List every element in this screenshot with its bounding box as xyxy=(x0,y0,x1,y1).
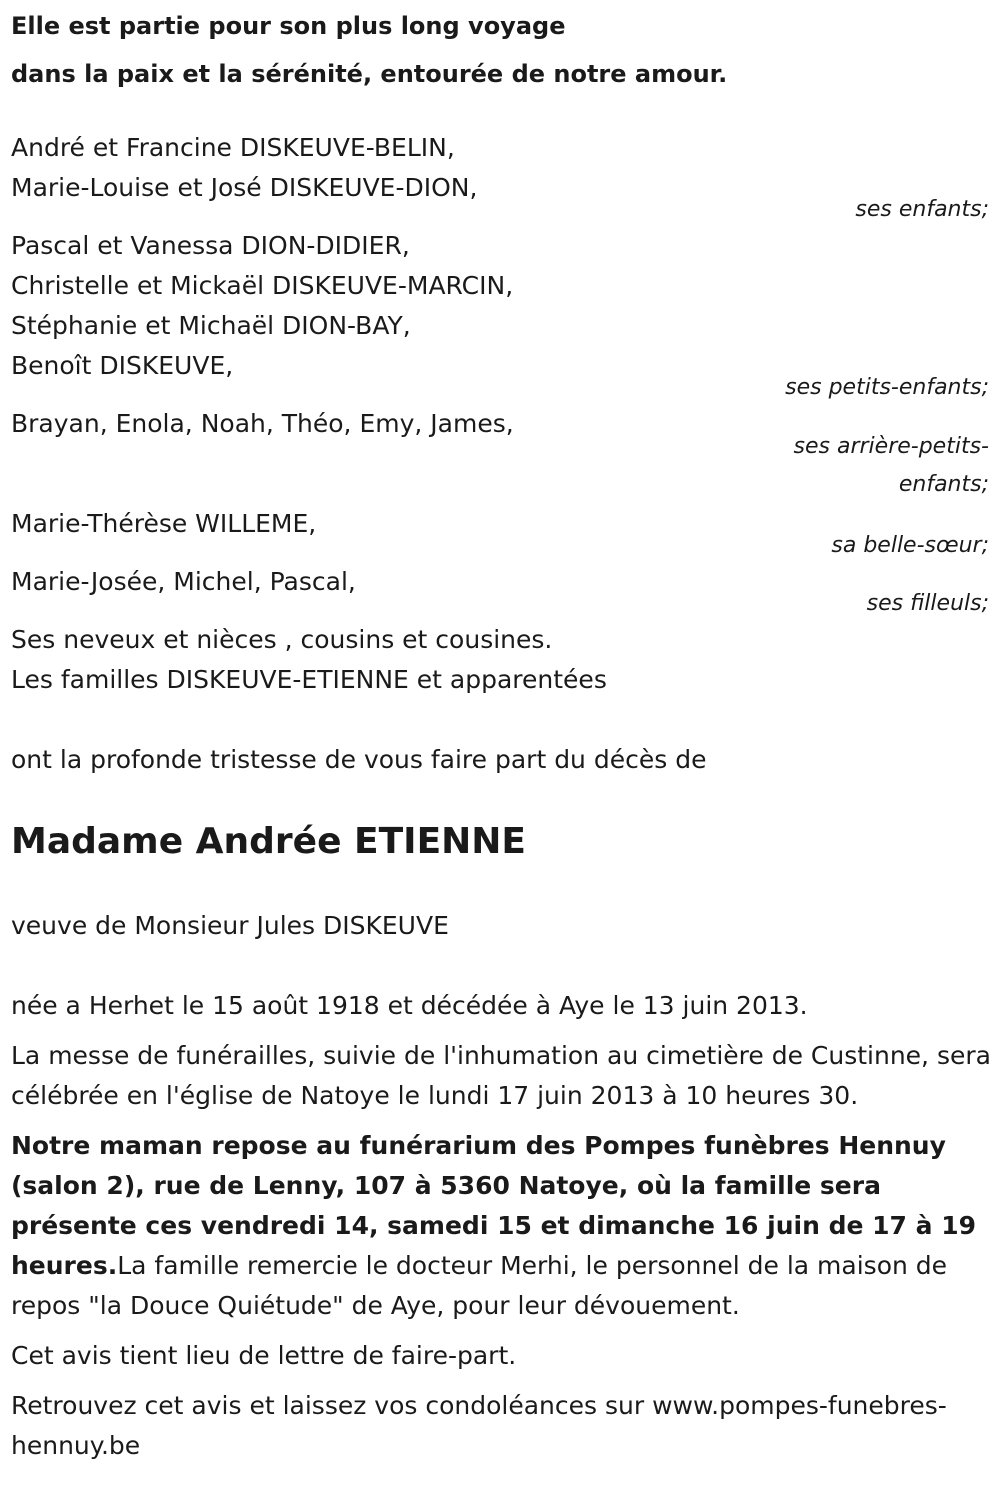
family-name: Marie-Louise et José DISKEUVE-DION, xyxy=(11,173,478,202)
family-children xyxy=(11,128,991,230)
family-name: André et Francine DISKEUVE-BELIN, xyxy=(11,133,455,162)
family-sister-in-law xyxy=(11,504,991,566)
obituary-page xyxy=(11,0,991,1466)
relation-label: ses arrière-petits- xyxy=(793,434,989,459)
family-name: Marie-Josée, Michel, Pascal, xyxy=(11,567,356,596)
intro-line-2: dans la paix et la sérénité, entourée de notre amour. xyxy=(11,60,728,88)
widow-of-text: veuve de Monsieur Jules DISKEUVE xyxy=(11,911,449,940)
funeral-details xyxy=(11,1126,991,1326)
notice-text: Cet avis tient lieu de lettre de faire-part. xyxy=(11,1341,517,1370)
relation-label-continued: enfants; xyxy=(898,472,989,497)
family-others xyxy=(11,620,991,700)
family-godchildren xyxy=(11,562,991,624)
intro-line-1: Elle est partie pour son plus long voyage xyxy=(11,12,566,40)
family-great-grandchildren xyxy=(11,404,991,504)
relation-label: ses enfants; xyxy=(855,197,989,222)
family-name: Brayan, Enola, Noah, Théo, Emy, James, xyxy=(11,409,514,438)
family-name: Christelle et Mickaël DISKEUVE-MARCIN, xyxy=(11,271,514,300)
family-name: Pascal et Vanessa DION-DIDIER, xyxy=(11,231,410,260)
website-text: Retrouvez cet avis et laissez vos condoléances sur www.pompes-funebres-hennuy.be xyxy=(11,1391,947,1460)
thanks-text: La famille remercie le docteur Merhi, le personnel de la maison de repos "la Douce Quiétude" de Aye, pour leur dévouement. xyxy=(11,1251,948,1320)
family-name: Les familles DISKEUVE-ETIENNE et apparentées xyxy=(11,665,607,694)
family-name: Stéphanie et Michaël DION-BAY, xyxy=(11,311,411,340)
family-name: Ses neveux et nièces , cousins et cousines. xyxy=(11,625,553,654)
family-name: Marie-Thérèse WILLEME, xyxy=(11,509,317,538)
relation-label: ses filleuls; xyxy=(866,591,989,616)
birth-death-text: née a Herhet le 15 août 1918 et décédée à Aye le 13 juin 2013. xyxy=(11,991,808,1020)
relation-label: sa belle-sœur; xyxy=(831,533,989,558)
relation-label: ses petits-enfants; xyxy=(785,375,989,400)
deceased-name: Madame Andrée ETIENNE xyxy=(11,821,527,862)
announcement-text: ont la profonde tristesse de vous faire part du décès de xyxy=(11,745,707,774)
family-name: Benoît DISKEUVE, xyxy=(11,351,234,380)
mass-text: La messe de funérailles, suivie de l'inhumation au cimetière de Custinne, sera célébrée en l'église de Natoye le lundi 17 juin 2013 à 10 heures 30. xyxy=(11,1041,991,1110)
family-grandchildren xyxy=(11,226,991,408)
rest-location-text: Notre maman repose au funérarium des Pompes funèbres Hennuy (salon 2), rue de Lenny, 107 à 5360 Natoye, où la famille sera présente ces vendredi 14, samedi 15 et dimanche 16 juin de 17 à 19 heures. xyxy=(11,1131,977,1280)
intro-verse xyxy=(11,2,991,98)
